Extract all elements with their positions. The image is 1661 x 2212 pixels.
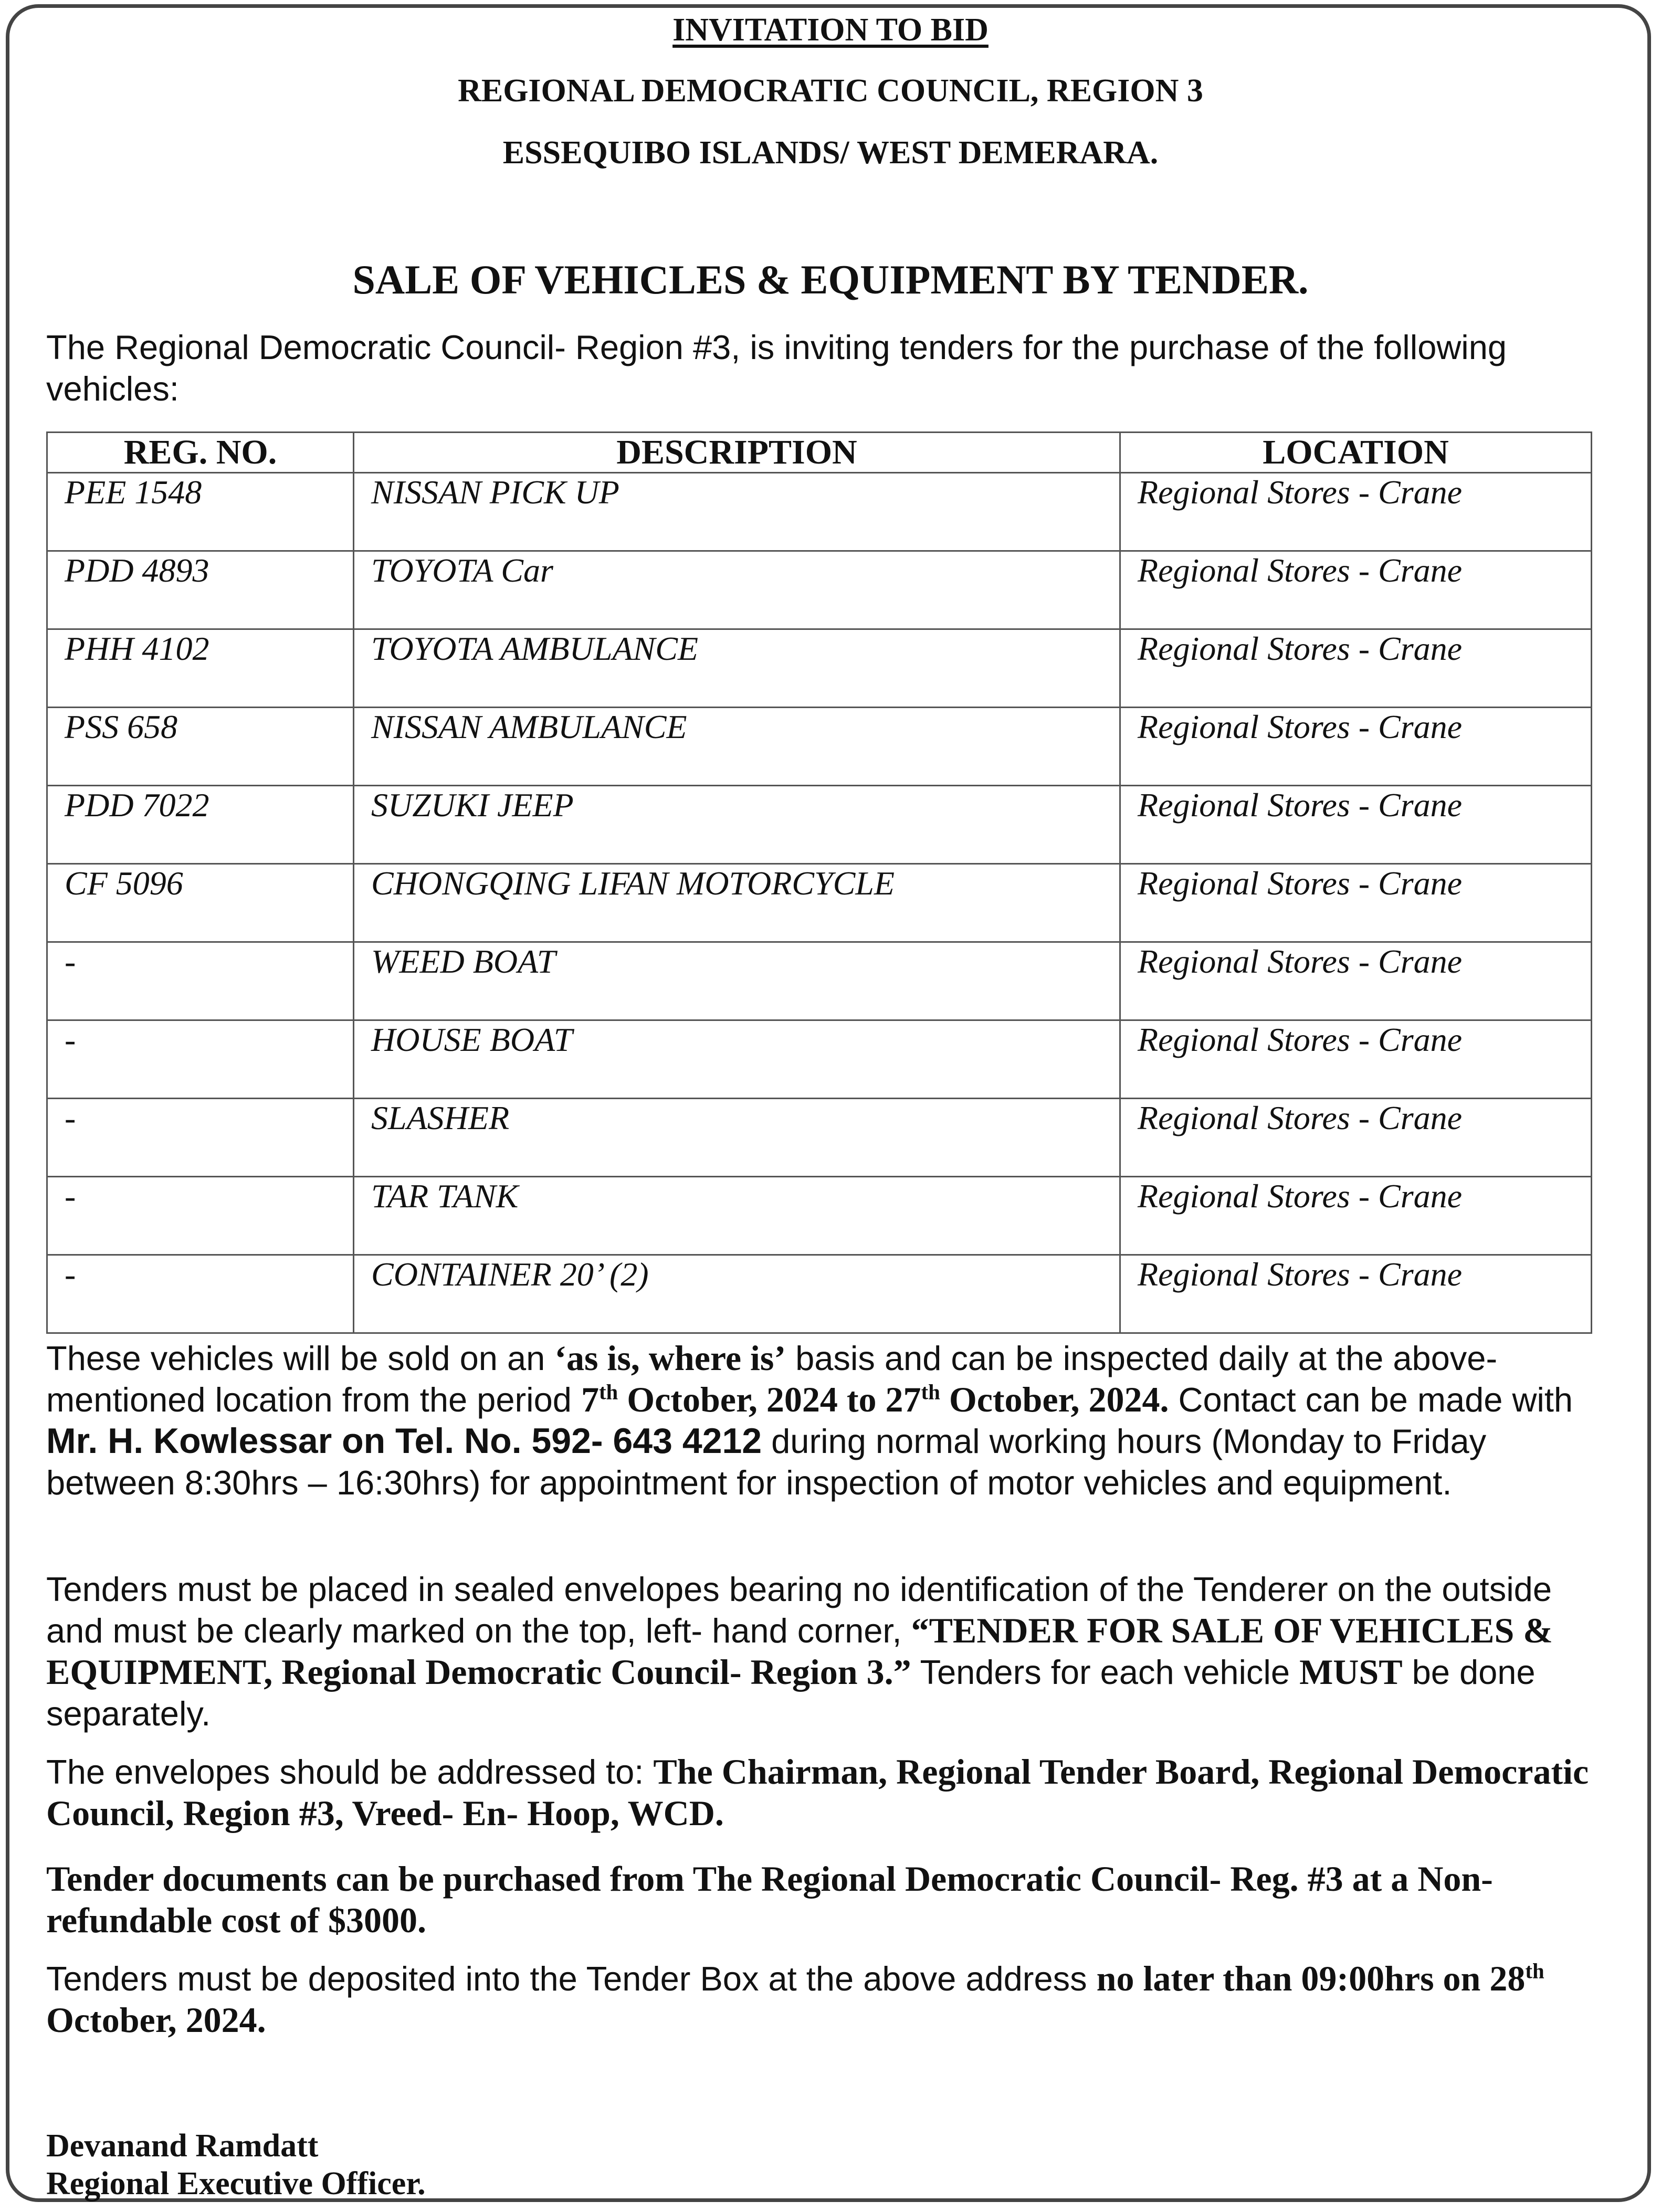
description-cell: TOYOTA AMBULANCE: [354, 629, 1120, 708]
location-cell: Regional Stores - Crane: [1120, 1177, 1592, 1255]
location-cell: Regional Stores - Crane: [1120, 1255, 1592, 1333]
signatory-title: Regional Executive Officer.: [46, 2166, 426, 2202]
table-row: [47, 942, 1592, 1020]
location-cell: Regional Stores - Crane: [1120, 473, 1592, 551]
table-row: [47, 864, 1592, 942]
table-row: [47, 786, 1592, 864]
description-cell: SUZUKI JEEP: [354, 786, 1120, 864]
location-cell: Regional Stores - Crane: [1120, 1020, 1592, 1099]
signatory-name: Devanand Ramdatt: [46, 2128, 319, 2164]
as-is-where-is: ‘as is, where is’: [554, 1338, 786, 1378]
column-header-description: DESCRIPTION: [354, 433, 1120, 473]
reg-no-cell: -: [47, 942, 354, 1020]
tender-marking: “TENDER FOR SALE OF VEHICLES & EQUIPMENT, Regional Democratic Council- Region 3.”: [46, 1610, 1553, 1692]
description-cell: CONTAINER 20’ (2): [354, 1255, 1120, 1333]
description-cell: NISSAN AMBULANCE: [354, 708, 1120, 786]
deadline: no later than 09:00hrs on 28th October, 2024.: [46, 1958, 1544, 2040]
location-cell: Regional Stores - Crane: [1120, 629, 1592, 708]
reg-no-cell: CF 5096: [47, 864, 354, 942]
location-cell: Regional Stores - Crane: [1120, 786, 1592, 864]
location-cell: Regional Stores - Crane: [1120, 708, 1592, 786]
description-cell: WEED BOAT: [354, 942, 1120, 1020]
envelope-instructions-paragraph: Tenders must be placed in sealed envelopes bearing no identification of the Tenderer on the outside and must be clearly marked on the top, left- hand corner, “TENDER FOR SALE OF VEHICLES & EQUIPMENT, Regional Democratic Council- Region 3.” Tenders for each vehicle MUST be done separately.: [46, 1570, 1553, 1733]
column-header-location: LOCATION: [1120, 433, 1592, 473]
tender-board-address: The Chairman, Regional Tender Board, Regional Democratic Council, Region #3, Vreed- En- Hoop, WCD.: [46, 1752, 1589, 1833]
intro-paragraph: The Regional Democratic Council- Region #3, is inviting tenders for the purchase of the following vehicles:: [46, 328, 1507, 408]
contact-details: Mr. H. Kowlessar on Tel. No. 592- 643 4212: [46, 1421, 762, 1461]
location-cell: Regional Stores - Crane: [1120, 1099, 1592, 1177]
documents-cost: Tender documents can be purchased from The Regional Democratic Council- Reg. #3 at a Non- refundable cost of $3000.: [46, 1859, 1493, 1940]
description-cell: TOYOTA Car: [354, 551, 1120, 629]
table-row: [47, 1099, 1592, 1177]
description-cell: NISSAN PICK UP: [354, 473, 1120, 551]
description-cell: CHONGQING LIFAN MOTORCYCLE: [354, 864, 1120, 942]
inspection-paragraph: These vehicles will be sold on an ‘as is, where is’ basis and can be inspected daily at the above- mentioned location from the period 7th October, 2024 to 27th October, 2024. Contact can be made with Mr. H. Kowlessar on Tel. No. 592- 643 4212 during normal working hours (Monday to Friday between 8:30hrs – 16:30hrs) for appointment for inspection of motor vehicles and equipment.: [46, 1338, 1573, 1502]
notice-heading: INVITATION TO BID: [672, 12, 989, 48]
reg-no-cell: -: [47, 1255, 354, 1333]
description-cell: TAR TANK: [354, 1177, 1120, 1255]
documents-paragraph: [46, 1858, 1616, 1941]
council-region: ESSEQUIBO ISLANDS/ WEST DEMERARA.: [502, 135, 1159, 171]
reg-no-cell: -: [47, 1177, 354, 1255]
reg-no-cell: PDD 7022: [47, 786, 354, 864]
reg-no-cell: -: [47, 1099, 354, 1177]
table-row: [47, 1255, 1592, 1333]
notice-title: SALE OF VEHICLES & EQUIPMENT BY TENDER.: [352, 257, 1309, 302]
reg-no-cell: -: [47, 1020, 354, 1099]
must-emphasis: MUST: [1299, 1652, 1403, 1692]
inspection-period: 7th October, 2024 to 27th October, 2024.: [581, 1379, 1169, 1419]
reg-no-cell: PEE 1548: [47, 473, 354, 551]
reg-no-cell: PDD 4893: [47, 551, 354, 629]
reg-no-cell: PSS 658: [47, 708, 354, 786]
address-paragraph: The envelopes should be addressed to: The Chairman, Regional Tender Board, Regional Democratic Council, Region #3, Vreed- En- Hoop, WCD.: [46, 1752, 1589, 1833]
location-cell: Regional Stores - Crane: [1120, 864, 1592, 942]
table-row: [47, 473, 1592, 551]
table-row: [47, 629, 1592, 708]
deadline-paragraph: Tenders must be deposited into the Tender Box at the above address no later than 09:00hrs on 28th October, 2024.: [46, 1958, 1544, 2040]
table-header-row: [47, 433, 1592, 473]
column-header-reg-no: REG. NO.: [47, 433, 354, 473]
description-cell: HOUSE BOAT: [354, 1020, 1120, 1099]
reg-no-cell: PHH 4102: [47, 629, 354, 708]
council-name: REGIONAL DEMOCRATIC COUNCIL, REGION 3: [458, 73, 1203, 109]
table-row: [47, 1177, 1592, 1255]
table-row: [47, 1020, 1592, 1099]
table-row: [47, 551, 1592, 629]
vehicles-table: [46, 431, 1592, 1334]
location-cell: Regional Stores - Crane: [1120, 942, 1592, 1020]
location-cell: Regional Stores - Crane: [1120, 551, 1592, 629]
table-row: [47, 708, 1592, 786]
description-cell: SLASHER: [354, 1099, 1120, 1177]
